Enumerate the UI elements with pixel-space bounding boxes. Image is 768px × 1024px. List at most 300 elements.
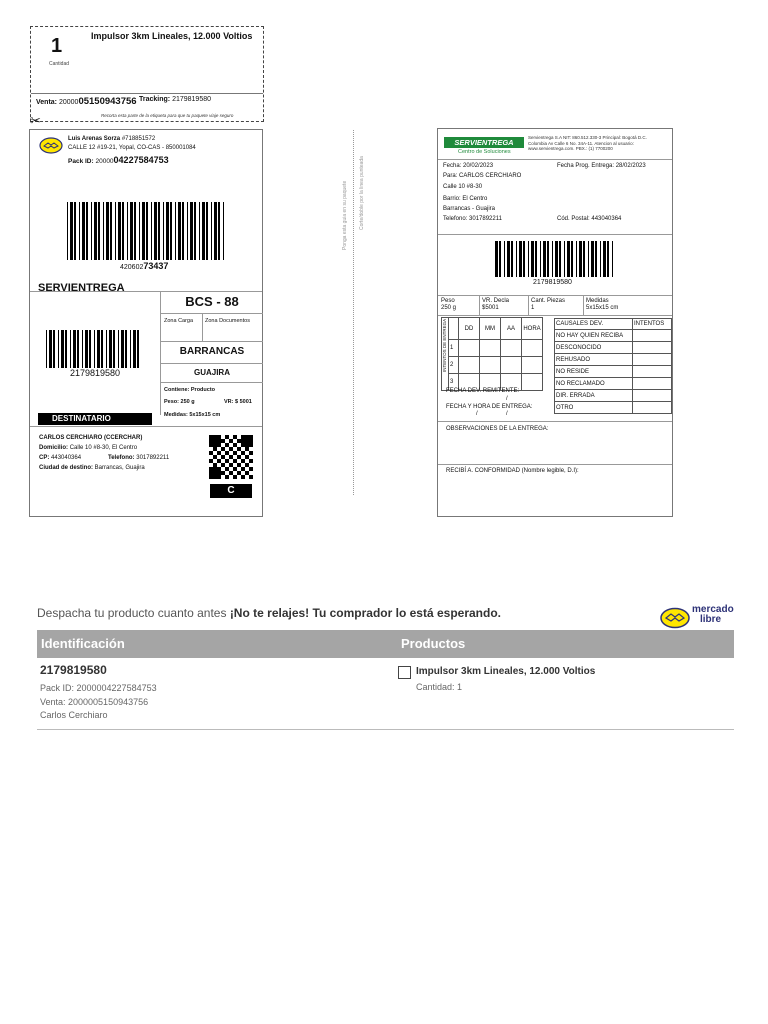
barcode-bar — [94, 202, 97, 260]
zona-documentos: Zona Documentos — [205, 318, 250, 324]
logo-line1: mercado — [692, 604, 734, 615]
divider — [202, 313, 203, 341]
causales-header: CAUSALES DEV. — [555, 319, 633, 330]
barcode-bar — [49, 330, 52, 368]
domicilio-label: Domicilio: — [39, 445, 69, 451]
pack-label: Pack ID: — [68, 158, 94, 165]
qr-module — [213, 447, 217, 451]
cut-note: Recorta esta parte de la etiqueta para que tu paquete viaje seguro — [101, 113, 234, 118]
servientrega-logo — [444, 137, 524, 148]
barcode-bar — [74, 202, 76, 260]
barcode-bar — [194, 202, 196, 260]
barcode-bar — [106, 202, 109, 260]
barcode-bar — [67, 202, 68, 260]
barcode-bar — [543, 241, 546, 277]
barcode-bar — [110, 202, 112, 260]
department: GUAJIRA — [193, 368, 230, 377]
qr-module — [249, 443, 253, 447]
barcode-bar — [85, 330, 88, 368]
barcode-bar — [127, 202, 128, 260]
qr-module — [241, 435, 245, 439]
divider — [438, 295, 672, 296]
company-info-1: Servientrega S.A NIT: 860.512.330-3 Principal: Bogotá D.C. — [528, 135, 647, 140]
col-mm: MM — [480, 318, 501, 340]
qr-module — [225, 451, 229, 455]
vr-label: VR. Decla — [482, 298, 510, 304]
domicilio-value: Calle 10 #8-30, El Centro — [69, 445, 138, 451]
piezas-value: 1 — [531, 305, 535, 311]
qr-module — [249, 459, 253, 463]
slash-2: / — [476, 411, 478, 417]
peso-value: 250 g — [441, 305, 457, 311]
qr-module — [213, 435, 217, 439]
sender-id: #718851572 — [121, 136, 156, 142]
ciudad-label: Ciudad de destino: — [39, 465, 93, 471]
header-num — [449, 318, 459, 340]
barcode-bar — [170, 202, 172, 260]
qr-module — [209, 443, 213, 447]
intentos-table — [441, 317, 543, 391]
barcode-bar — [82, 202, 85, 260]
cod-postal: Cód. Postal: 443040364 — [557, 216, 622, 222]
divider — [479, 295, 480, 315]
qr-module — [233, 467, 237, 471]
barcode-bar — [118, 202, 121, 260]
barcode-bar — [79, 202, 80, 260]
sender-address: CALLE 12 #19-21, Yopal, CO-CAS - 850001084 — [68, 145, 196, 151]
causal-item: REHUSADO — [555, 354, 633, 366]
qr-module — [225, 435, 229, 439]
venta-number: 05150943756 — [78, 96, 137, 107]
cell — [480, 357, 501, 374]
qr-module — [245, 463, 249, 467]
qr-module — [229, 447, 233, 451]
message-strong: ¡No te relajes! Tu comprador lo está esperando. — [229, 606, 501, 620]
col-dd: DD — [459, 318, 480, 340]
barcode-bar — [53, 330, 55, 368]
barcode-bar — [600, 241, 601, 277]
qr-module — [245, 471, 249, 475]
barcode-bar — [571, 241, 573, 277]
quantity-value: 1 — [51, 35, 63, 57]
divider — [438, 315, 672, 316]
qr-module — [221, 471, 225, 475]
cell — [459, 357, 480, 374]
barcode-bar — [70, 202, 73, 260]
qr-module — [217, 459, 221, 463]
row-num: 1 — [449, 340, 459, 357]
vr: VR: $ 5001 — [224, 399, 252, 405]
barcode-bar — [547, 241, 549, 277]
barcode-bar — [591, 241, 594, 277]
barcode-bar — [77, 330, 79, 368]
fecha-prog: Fecha Prog. Entrega: 28/02/2023 — [557, 163, 646, 169]
barcode-bar — [113, 330, 115, 368]
quantity-label: Cantidad — [49, 61, 70, 67]
barcode-bar — [495, 241, 498, 277]
fecha: Fecha: 20/02/2023 — [443, 163, 494, 169]
qr-module — [241, 459, 245, 463]
summary-product: Impulsor 3km Lineales, 12.000 Voltios — [416, 666, 596, 677]
barcode-bar — [146, 202, 148, 260]
cp-label: CP: — [39, 455, 50, 461]
qr-module — [221, 447, 225, 451]
barcode-bar — [190, 202, 193, 260]
barcode-bar — [223, 202, 224, 260]
barcode-bar — [137, 330, 139, 368]
observaciones: OBSERVACIONES DE LA ENTREGA: — [446, 426, 549, 432]
causal-item: NO HAY QUIEN RECIBA — [555, 330, 633, 342]
tracking-barcode — [46, 330, 142, 368]
causal-item: NO RECLAMADO — [555, 378, 633, 390]
barcode-bar — [519, 241, 522, 277]
mercadolibre-handshake-icon — [39, 137, 63, 154]
contiene: Contiene: Producto — [164, 387, 216, 393]
qr-module — [249, 475, 253, 479]
barcode-bar — [202, 202, 205, 260]
divider — [161, 341, 263, 342]
venta-prefix: 20000 — [58, 99, 79, 106]
barcode-bar — [507, 241, 510, 277]
peso: Peso: 250 g — [164, 399, 195, 405]
qr-module — [217, 471, 221, 475]
barrio: Barrio: El Centro — [443, 196, 488, 202]
qr-module — [237, 471, 241, 475]
summary-pack-id: Pack ID: 2000004227584753 — [40, 683, 157, 693]
qr-module — [249, 451, 253, 455]
brand-name: SERVIENTREGA — [454, 138, 514, 147]
barcode-bar — [206, 202, 208, 260]
qr-module — [229, 439, 233, 443]
row-num: 3 — [449, 374, 459, 391]
qr-module — [245, 439, 249, 443]
logo-line2: libre — [700, 614, 722, 625]
barcode-bar — [555, 241, 558, 277]
recipient-telefono — [108, 455, 169, 461]
qr-module — [237, 447, 241, 451]
cp-value: 443040364 — [51, 455, 82, 461]
barcode-bar — [46, 330, 47, 368]
zona-carga: Zona Carga — [164, 318, 194, 324]
carrier-name: SERVIENTREGA — [38, 282, 125, 294]
col-hora: HORA — [522, 318, 543, 340]
product-checkbox[interactable] — [398, 666, 411, 679]
guide-barcode — [495, 241, 615, 277]
qr-module — [209, 451, 213, 455]
vr-value: $5001 — [482, 305, 499, 311]
barcode-bar — [187, 202, 188, 260]
qr-module — [225, 475, 229, 479]
qr-module — [249, 435, 253, 439]
sender-line — [68, 136, 155, 142]
piezas-label: Cant. Piezas — [531, 298, 566, 304]
causales-table — [554, 318, 672, 414]
barcode-bar — [139, 202, 140, 260]
recipient-name: CARLOS CERCHIARO (CCERCHAR) — [39, 435, 143, 441]
barcode-bar — [567, 241, 570, 277]
summary-venta: Venta: 2000005150943756 — [40, 697, 149, 707]
qr-module — [209, 439, 213, 443]
barcode-bar — [106, 330, 107, 368]
qr-module — [213, 463, 217, 467]
qr-module — [233, 459, 237, 463]
guide-barcode-number: 2179819580 — [533, 279, 572, 286]
pack-number: 04227584753 — [113, 155, 169, 165]
barcode-bar — [125, 330, 127, 368]
barcode-bar — [576, 241, 577, 277]
mercadolibre-handshake-icon — [660, 607, 690, 629]
ciudad: Barrancas - Guajira — [443, 206, 496, 212]
qr-module — [221, 455, 225, 459]
divider — [438, 234, 672, 235]
causal-item: DESCONOCIDO — [555, 342, 633, 354]
ciudad-value: Barrancas, Guajira — [94, 465, 145, 471]
qr-module — [213, 443, 217, 447]
col-productos: Productos — [401, 636, 466, 651]
sender-name: Luis Arenas Sorza — [68, 136, 121, 142]
barcode-bar — [130, 202, 133, 260]
divider — [438, 421, 672, 422]
medidas-value: 5x15x15 cm — [586, 305, 619, 311]
cell — [522, 374, 543, 391]
para: Para: CARLOS CERCHIARO — [443, 173, 522, 179]
qr-module — [237, 463, 241, 467]
divider-text-2: Corte/doble por la linea punteada — [359, 156, 365, 230]
qr-module — [233, 443, 237, 447]
barcode-bar — [86, 202, 88, 260]
dispatch-message — [37, 606, 501, 620]
telefono: Telefono: 3017892211 — [443, 216, 502, 222]
qr-module — [221, 463, 225, 467]
qr-module — [209, 459, 213, 463]
qr-module — [225, 467, 229, 471]
barcode-bar — [82, 330, 83, 368]
barcode-number: 73437 — [143, 261, 169, 271]
medidas-label: Medidas — [586, 298, 609, 304]
qr-module — [241, 451, 245, 455]
barcode-bar — [511, 241, 513, 277]
qr-module — [241, 443, 245, 447]
cell — [633, 354, 672, 366]
barcode-bar — [94, 330, 95, 368]
qr-module — [213, 455, 217, 459]
barcode-bar — [211, 202, 212, 260]
recipient-ciudad — [39, 465, 145, 471]
qr-module — [241, 475, 245, 479]
tracking-number: 2179819580 — [172, 96, 212, 103]
telefono-label: Telefono: — [108, 455, 135, 461]
divider — [161, 382, 263, 383]
fold-line — [353, 130, 354, 495]
qr-module — [233, 451, 237, 455]
cell — [633, 330, 672, 342]
summary-buyer: Carlos Cerchiaro — [40, 710, 108, 720]
pack-id-line — [68, 155, 169, 165]
intentos-header: INTENTOS — [633, 319, 672, 330]
barcode-bar — [182, 202, 184, 260]
qr-module — [217, 451, 221, 455]
telefono-value: 3017892211 — [136, 455, 170, 461]
stub-separator — [31, 93, 263, 94]
barcode-bar — [559, 241, 561, 277]
scissors-icon: ✂ — [30, 113, 41, 128]
qr-module — [225, 443, 229, 447]
barcode-bar — [535, 241, 537, 277]
cell — [633, 342, 672, 354]
cell — [633, 402, 672, 414]
cell — [633, 366, 672, 378]
intentos-vertical-cell — [442, 318, 449, 391]
qr-module — [245, 455, 249, 459]
qr-module — [229, 463, 233, 467]
qr-module — [217, 475, 221, 479]
divider — [161, 363, 263, 364]
qr-code — [209, 435, 253, 479]
routing-box — [160, 291, 263, 418]
tracking-barcode-number: 2179819580 — [70, 368, 121, 378]
divider-text-1: Ponga esta guia en su paquete — [342, 180, 348, 250]
causal-item: NO RESIDE — [555, 366, 633, 378]
product-title: Impulsor 3km Lineales, 12.000 Voltios — [91, 31, 253, 41]
recipient-domicilio — [39, 445, 137, 451]
qr-module — [213, 467, 217, 471]
barcode-bar — [151, 202, 152, 260]
barcode-bar — [564, 241, 565, 277]
barcode-bar — [97, 330, 100, 368]
barcode-bar — [612, 241, 613, 277]
summary-header — [37, 630, 734, 658]
summary-divider — [37, 729, 734, 730]
qr-module — [213, 439, 217, 443]
causal-item: DIR. ERRADA — [555, 390, 633, 402]
barcode-bar — [218, 202, 220, 260]
barcode-bar — [579, 241, 582, 277]
qr-module — [241, 439, 245, 443]
barcode-bar — [121, 330, 124, 368]
tracking-line — [139, 96, 211, 103]
recibi: RECIBÍ A. CONFORMIDAD (Nombre legible, D.I): — [446, 468, 579, 474]
destinatario-tag: DESTINATARIO — [38, 413, 152, 425]
recipient-cp — [39, 455, 81, 461]
company-info-2: Colombia Av Calle 6 No. 34A-11. Atencion al usuario: — [528, 140, 634, 146]
barcode-bar — [58, 330, 59, 368]
barcode-bar — [98, 202, 100, 260]
barcode-bar — [607, 241, 609, 277]
barcode-bar — [70, 330, 71, 368]
slash-1: / — [506, 396, 508, 402]
pack-prefix: 20000 — [95, 158, 114, 165]
barcode-bar — [214, 202, 217, 260]
barcode-bar — [109, 330, 112, 368]
barcode-bar — [178, 202, 181, 260]
col-aa: AA — [501, 318, 522, 340]
barcode-bar — [101, 330, 103, 368]
barcode-bar — [133, 330, 136, 368]
row-num: 2 — [449, 357, 459, 374]
divider — [30, 426, 262, 427]
venta-line — [36, 96, 137, 107]
barcode-bar — [103, 202, 104, 260]
qr-module — [245, 435, 249, 439]
medidas: Medidas: 5x15x15 cm — [164, 412, 221, 418]
barcode-bar — [115, 202, 116, 260]
barcode-bar — [65, 330, 67, 368]
fecha-dev: FECHA DEV. REMITENTE: — [446, 388, 520, 394]
barcode-bar — [122, 202, 124, 260]
cell — [501, 357, 522, 374]
cell — [480, 340, 501, 357]
barcode-bar — [89, 330, 91, 368]
qr-module — [209, 467, 213, 471]
qr-module — [245, 447, 249, 451]
summary-tracking: 2179819580 — [40, 663, 107, 677]
cut-stub — [30, 26, 264, 122]
barcode-bar — [588, 241, 589, 277]
tracking-label: Tracking: — [139, 96, 171, 103]
fecha-hora: FECHA Y HORA DE ENTREGA: — [446, 404, 533, 410]
qr-module — [209, 435, 213, 439]
qr-module — [225, 459, 229, 463]
cell — [522, 340, 543, 357]
qr-module — [229, 455, 233, 459]
route-code: BCS - 88 — [185, 294, 239, 309]
qr-module — [209, 471, 213, 475]
barcode-bar — [158, 202, 160, 260]
barcode-bar — [516, 241, 517, 277]
cell — [633, 378, 672, 390]
qr-module — [217, 443, 221, 447]
col-identificacion: Identificación — [41, 636, 125, 651]
qr-module — [241, 467, 245, 471]
qr-module — [245, 443, 249, 447]
barcode-bar — [130, 330, 131, 368]
qr-module — [217, 439, 221, 443]
qr-module — [217, 435, 221, 439]
divider — [438, 159, 672, 160]
barcode-bar — [118, 330, 119, 368]
barcode-caption — [120, 261, 168, 271]
qr-module — [233, 435, 237, 439]
barcode-bar — [499, 241, 501, 277]
qr-module — [233, 475, 237, 479]
qr-module — [229, 471, 233, 475]
barcode-bar — [504, 241, 505, 277]
barcode-bar — [595, 241, 597, 277]
cell — [522, 357, 543, 374]
barcode-bar — [163, 202, 164, 260]
shipping-label — [29, 129, 263, 517]
divider — [528, 295, 529, 315]
barcode-bar — [91, 202, 92, 260]
mercadolibre-logo — [660, 603, 734, 631]
qr-module — [209, 475, 213, 479]
barcode-bar — [583, 241, 585, 277]
barcode-bar — [166, 202, 169, 260]
divider — [438, 464, 672, 465]
servientrega-guide — [437, 128, 673, 517]
summary-cantidad: Cantidad: 1 — [416, 682, 463, 692]
divider — [161, 313, 263, 314]
pack-barcode — [67, 202, 225, 260]
venta-label: Venta: — [36, 99, 58, 106]
barcode-bar — [523, 241, 525, 277]
causal-item: OTRO — [555, 402, 633, 414]
barcode-bar — [61, 330, 64, 368]
barcode-bar — [175, 202, 176, 260]
qr-module — [217, 467, 221, 471]
qr-module — [237, 455, 241, 459]
slash-3: / — [506, 411, 508, 417]
